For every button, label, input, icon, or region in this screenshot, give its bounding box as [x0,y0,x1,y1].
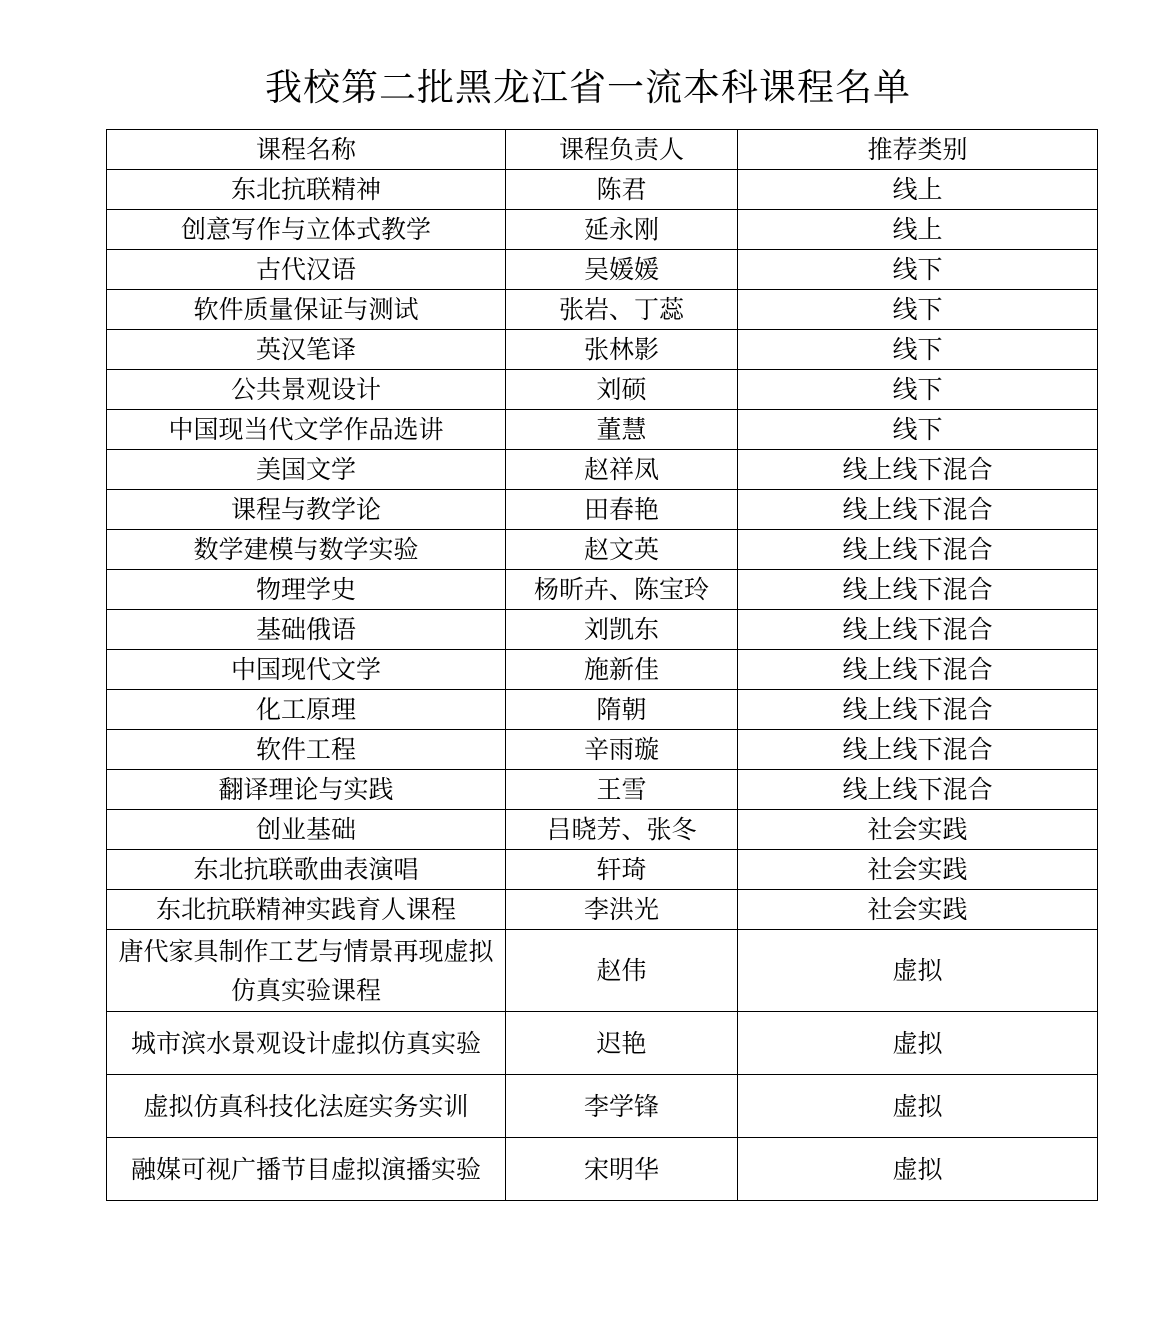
cell-course-lead: 李洪光 [506,890,738,930]
cell-category: 线上线下混合 [738,450,1098,490]
cell-category: 线上线下混合 [738,530,1098,570]
cell-course-lead: 轩琦 [506,850,738,890]
cell-course-lead: 赵祥凤 [506,450,738,490]
cell-course-name: 融媒可视广播节目虚拟演播实验 [107,1138,506,1201]
cell-category: 线上线下混合 [738,570,1098,610]
table-row [107,450,1098,490]
cell-course-name: 公共景观设计 [107,370,506,410]
table-row [107,770,1098,810]
page-title: 我校第二批黑龙江省一流本科课程名单 [265,66,911,109]
table-row [107,370,1098,410]
table-row [107,570,1098,610]
cell-course-lead: 延永刚 [506,210,738,250]
cell-category: 线下 [738,410,1098,450]
cell-course-name: 虚拟仿真科技化法庭实务实训 [107,1075,506,1138]
cell-course-name: 翻译理论与实践 [107,770,506,810]
table-row [107,810,1098,850]
cell-category: 虚拟 [738,930,1098,1012]
cell-course-lead: 张林影 [506,330,738,370]
cell-category: 线上 [738,170,1098,210]
cell-course-name: 课程与教学论 [107,490,506,530]
cell-course-name: 物理学史 [107,570,506,610]
cell-course-lead: 董慧 [506,410,738,450]
table-row [107,690,1098,730]
course-table [106,129,1098,1201]
cell-category: 线上线下混合 [738,490,1098,530]
cell-category: 线上线下混合 [738,730,1098,770]
cell-course-name: 东北抗联精神实践育人课程 [107,890,506,930]
table-row [107,610,1098,650]
cell-category: 线上线下混合 [738,690,1098,730]
cell-course-lead: 施新佳 [506,650,738,690]
cell-course-name: 创意写作与立体式教学 [107,210,506,250]
cell-course-name: 中国现代文学 [107,650,506,690]
cell-category: 虚拟 [738,1075,1098,1138]
table-row [107,930,1098,1012]
table-row [107,1012,1098,1075]
cell-category: 线上线下混合 [738,610,1098,650]
table-row [107,850,1098,890]
cell-course-lead: 迟艳 [506,1012,738,1075]
cell-course-lead: 杨昕卉、陈宝玲 [506,570,738,610]
cell-course-name: 数学建模与数学实验 [107,530,506,570]
cell-course-lead: 王雪 [506,770,738,810]
cell-course-name: 唐代家具制作工艺与情景再现虚拟仿真实验课程 [107,930,506,1012]
cell-course-name: 东北抗联歌曲表演唱 [107,850,506,890]
cell-course-name: 城市滨水景观设计虚拟仿真实验 [107,1012,506,1075]
cell-course-lead: 吕晓芳、张冬 [506,810,738,850]
cell-course-name: 软件质量保证与测试 [107,290,506,330]
header-course-lead: 课程负责人 [506,130,738,170]
header-category: 推荐类别 [738,130,1098,170]
cell-course-lead: 宋明华 [506,1138,738,1201]
cell-course-name: 东北抗联精神 [107,170,506,210]
table-row [107,170,1098,210]
table-row [107,250,1098,290]
cell-category: 社会实践 [738,810,1098,850]
cell-course-name: 古代汉语 [107,250,506,290]
cell-course-lead: 刘凯东 [506,610,738,650]
cell-course-name: 化工原理 [107,690,506,730]
cell-category: 虚拟 [738,1012,1098,1075]
table-row [107,290,1098,330]
cell-course-lead: 辛雨璇 [506,730,738,770]
cell-category: 线下 [738,370,1098,410]
cell-course-name: 中国现当代文学作品选讲 [107,410,506,450]
cell-course-name: 美国文学 [107,450,506,490]
header-course-name: 课程名称 [107,130,506,170]
cell-course-name: 基础俄语 [107,610,506,650]
cell-course-lead: 吴媛媛 [506,250,738,290]
cell-course-lead: 刘硕 [506,370,738,410]
table-row [107,210,1098,250]
cell-category: 虚拟 [738,1138,1098,1201]
table-row [107,490,1098,530]
cell-course-name: 软件工程 [107,730,506,770]
table-row [107,730,1098,770]
cell-category: 线下 [738,330,1098,370]
table-row [107,1138,1098,1201]
cell-category: 社会实践 [738,890,1098,930]
cell-category: 线上线下混合 [738,770,1098,810]
cell-category: 线下 [738,290,1098,330]
table-row [107,410,1098,450]
table-header-row [107,130,1098,170]
table-row [107,1075,1098,1138]
cell-category: 线下 [738,250,1098,290]
cell-category: 线上线下混合 [738,650,1098,690]
table-row [107,650,1098,690]
cell-category: 线上 [738,210,1098,250]
cell-course-lead: 赵文英 [506,530,738,570]
cell-course-lead: 赵伟 [506,930,738,1012]
table-row [107,530,1098,570]
cell-course-name: 创业基础 [107,810,506,850]
cell-course-lead: 张岩、丁蕊 [506,290,738,330]
cell-course-lead: 隋朝 [506,690,738,730]
cell-course-lead: 田春艳 [506,490,738,530]
table-row [107,890,1098,930]
cell-course-lead: 陈君 [506,170,738,210]
cell-course-name: 英汉笔译 [107,330,506,370]
cell-course-lead: 李学锋 [506,1075,738,1138]
table-row [107,330,1098,370]
cell-category: 社会实践 [738,850,1098,890]
